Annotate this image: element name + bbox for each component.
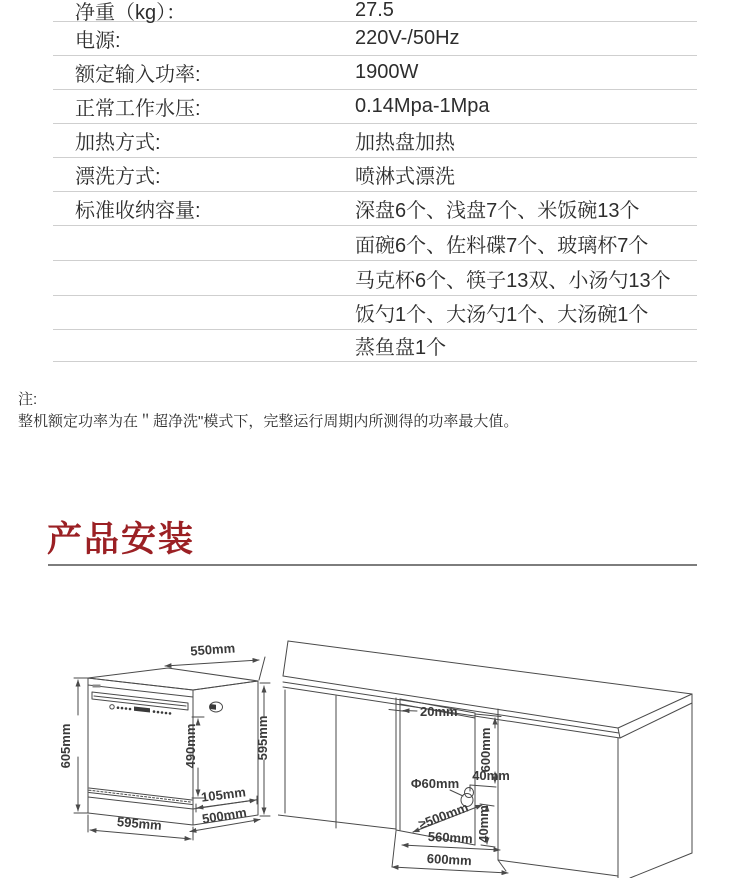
brand-logo xyxy=(93,685,101,688)
spec-row xyxy=(53,0,697,22)
hose-hole-icon xyxy=(465,788,474,798)
dim-door-height: 490mm xyxy=(183,723,198,769)
footnote xyxy=(18,389,518,433)
spec-label: 标准收纳容量: xyxy=(75,200,201,222)
spec-row xyxy=(53,90,697,124)
spec-value: 饭勺1个、大汤勺1个、大汤碗1个 xyxy=(355,304,649,326)
dim-outer-width: 600mm xyxy=(426,850,473,869)
control-panel-dots xyxy=(117,704,216,715)
spec-label: 正常工作水压: xyxy=(75,98,201,120)
spec-value: 蒸鱼盘1个 xyxy=(355,337,447,359)
spec-value: 0.14Mpa-1Mpa xyxy=(355,95,490,117)
spec-label: 电源: xyxy=(75,30,121,52)
dim-hose: ≥500mm xyxy=(416,799,471,833)
dishwasher-outline xyxy=(88,668,258,825)
dim-inner-width: 560mm xyxy=(427,828,474,847)
spec-value: 面碗6个、佐料碟7个、玻璃杯7个 xyxy=(355,234,649,257)
spec-label: 漂洗方式: xyxy=(75,166,161,188)
dim-gap: 20mm xyxy=(420,704,458,719)
installation-diagram-dishwasher xyxy=(55,640,295,878)
spec-value: 1900W xyxy=(355,61,419,83)
dimension-labels xyxy=(58,640,270,832)
dim-opening-height: 600mm xyxy=(478,727,493,773)
spec-row xyxy=(53,22,697,56)
spec-row xyxy=(53,296,697,330)
installation-diagram-cabinet xyxy=(278,638,750,878)
spec-row xyxy=(53,192,697,226)
power-button-icon xyxy=(110,705,114,709)
spec-row xyxy=(53,158,697,192)
spec-table xyxy=(53,0,697,362)
dim-offset-bottom: 40mm xyxy=(476,805,491,843)
spec-value: 喷淋式漂洗 xyxy=(355,166,455,188)
dim-hole: Φ60mm xyxy=(410,776,460,791)
spec-label: 额定输入功率: xyxy=(75,64,201,86)
footnote-text: 整机额定功率为在＂超净洗"模式下，完整运行周期内所测得的功率最大值。 xyxy=(18,413,519,430)
spec-row xyxy=(53,124,697,158)
display-block xyxy=(134,707,150,713)
dim-left-height: 605mm xyxy=(58,723,73,769)
dim-bottom-width: 595mm xyxy=(116,814,163,833)
spec-value: 深盘6个、浅盘7个、米饭碗13个 xyxy=(355,200,640,222)
spec-value: 加热盘加热 xyxy=(355,132,455,154)
dim-offset-top: 40mm xyxy=(472,768,510,783)
dim-base-depth: 500mm xyxy=(200,804,248,827)
spec-label: 净重（kg）： xyxy=(75,2,187,24)
spec-label: 加热方式: xyxy=(75,132,161,154)
spec-row xyxy=(53,56,697,90)
dimension-labels xyxy=(411,704,510,868)
spec-row xyxy=(53,330,697,362)
section-divider xyxy=(48,564,697,566)
footnote-prefix: 注: xyxy=(18,391,38,408)
dim-right-height: 595mm xyxy=(255,715,270,761)
spec-value: 220V-/50Hz xyxy=(355,27,460,49)
spec-row xyxy=(53,226,697,261)
spec-value: 马克杯6个、筷子13双、小汤勺13个 xyxy=(355,269,671,292)
section-title: 产品安装 xyxy=(47,520,196,559)
spec-value: 27.5 xyxy=(355,0,394,21)
dim-top-depth: 550mm xyxy=(189,640,236,659)
spec-row xyxy=(53,261,697,296)
dim-kick: 105mm xyxy=(200,784,247,805)
